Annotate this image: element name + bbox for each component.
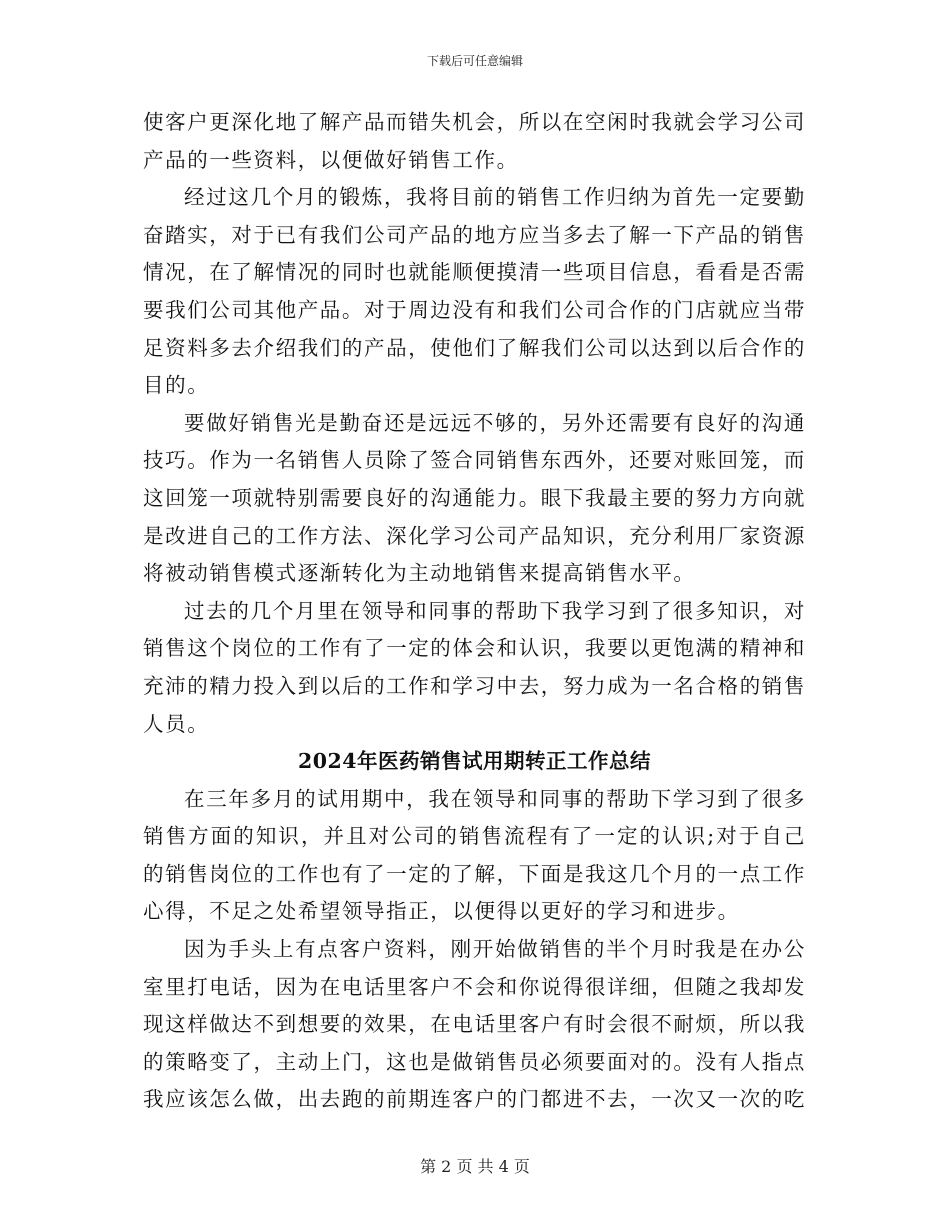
paragraph: 在三年多月的试用期中，我在领导和同事的帮助下学习到了很多销售方面的知识，并且对公司的销售流程有了一定的认识;对于自己的销售岗位的工作也有了一定的了解，下面是我这几个月的一点工作心得，不足之处希望领导指正，以便得以更好的学习和进步。 [143,786,806,924]
paragraph-continued: 使客户更深化地了解产品而错失机会，所以在空闲时我就会学习公司产品的一些资料，以便做好销售工作。 [143,110,806,172]
paragraph: 经过这几个月的锻炼，我将目前的销售工作归纳为首先一定要勤奋踏实，对于已有我们公司产品的地方应当多去了解一下产品的销售情况，在了解情况的同时也就能顺便摸清一些项目信息，看看是否需要我们公司其他产品。对于周边没有和我们公司合作的门店就应当带足资料多去介绍我们的产品，使他们了解我们公司以达到以后合作的目的。 [143,185,806,398]
paragraph: 因为手头上有点客户资料，刚开始做销售的半个月时我是在办公室里打电话，因为在电话里客户不会和你说得很详细，但随之我却发现这样做达不到想要的效果，在电话里客户有时会很不耐烦，所以我的策略变了，主动上门，这也是做销售员必须要面对的。没有人指点我应该怎么做，出去跑的前期连客户的门都进不去，一次又一次的吃 [143,937,806,1112]
document-body [143,104,806,1119]
page-footer: 第 2 页 共 4 页 [420,1157,530,1176]
paragraph: 过去的几个月里在领导和同事的帮助下我学习到了很多知识，对销售这个岗位的工作有了一定的体会和认识，我要以更饱满的精神和充沛的精力投入到以后的工作和学习中去，努力成为一名合格的销售人员。 [143,598,806,736]
page-header: 下载后可任意编辑 [426,54,523,68]
paragraph: 要做好销售光是勤奋还是远远不够的，另外还需要有良好的沟通技巧。作为一名销售人员除了签合同销售东西外，还要对账回笼，而这回笼一项就特别需要良好的沟通能力。眼下我最主要的努力方向就是改进自己的工作方法、深化学习公司产品知识，充分利用厂家资源将被动销售模式逐渐转化为主动地销售来提高销售水平。 [143,410,806,586]
section-title: 2024年医药销售试用期转正工作总结 [297,749,652,774]
